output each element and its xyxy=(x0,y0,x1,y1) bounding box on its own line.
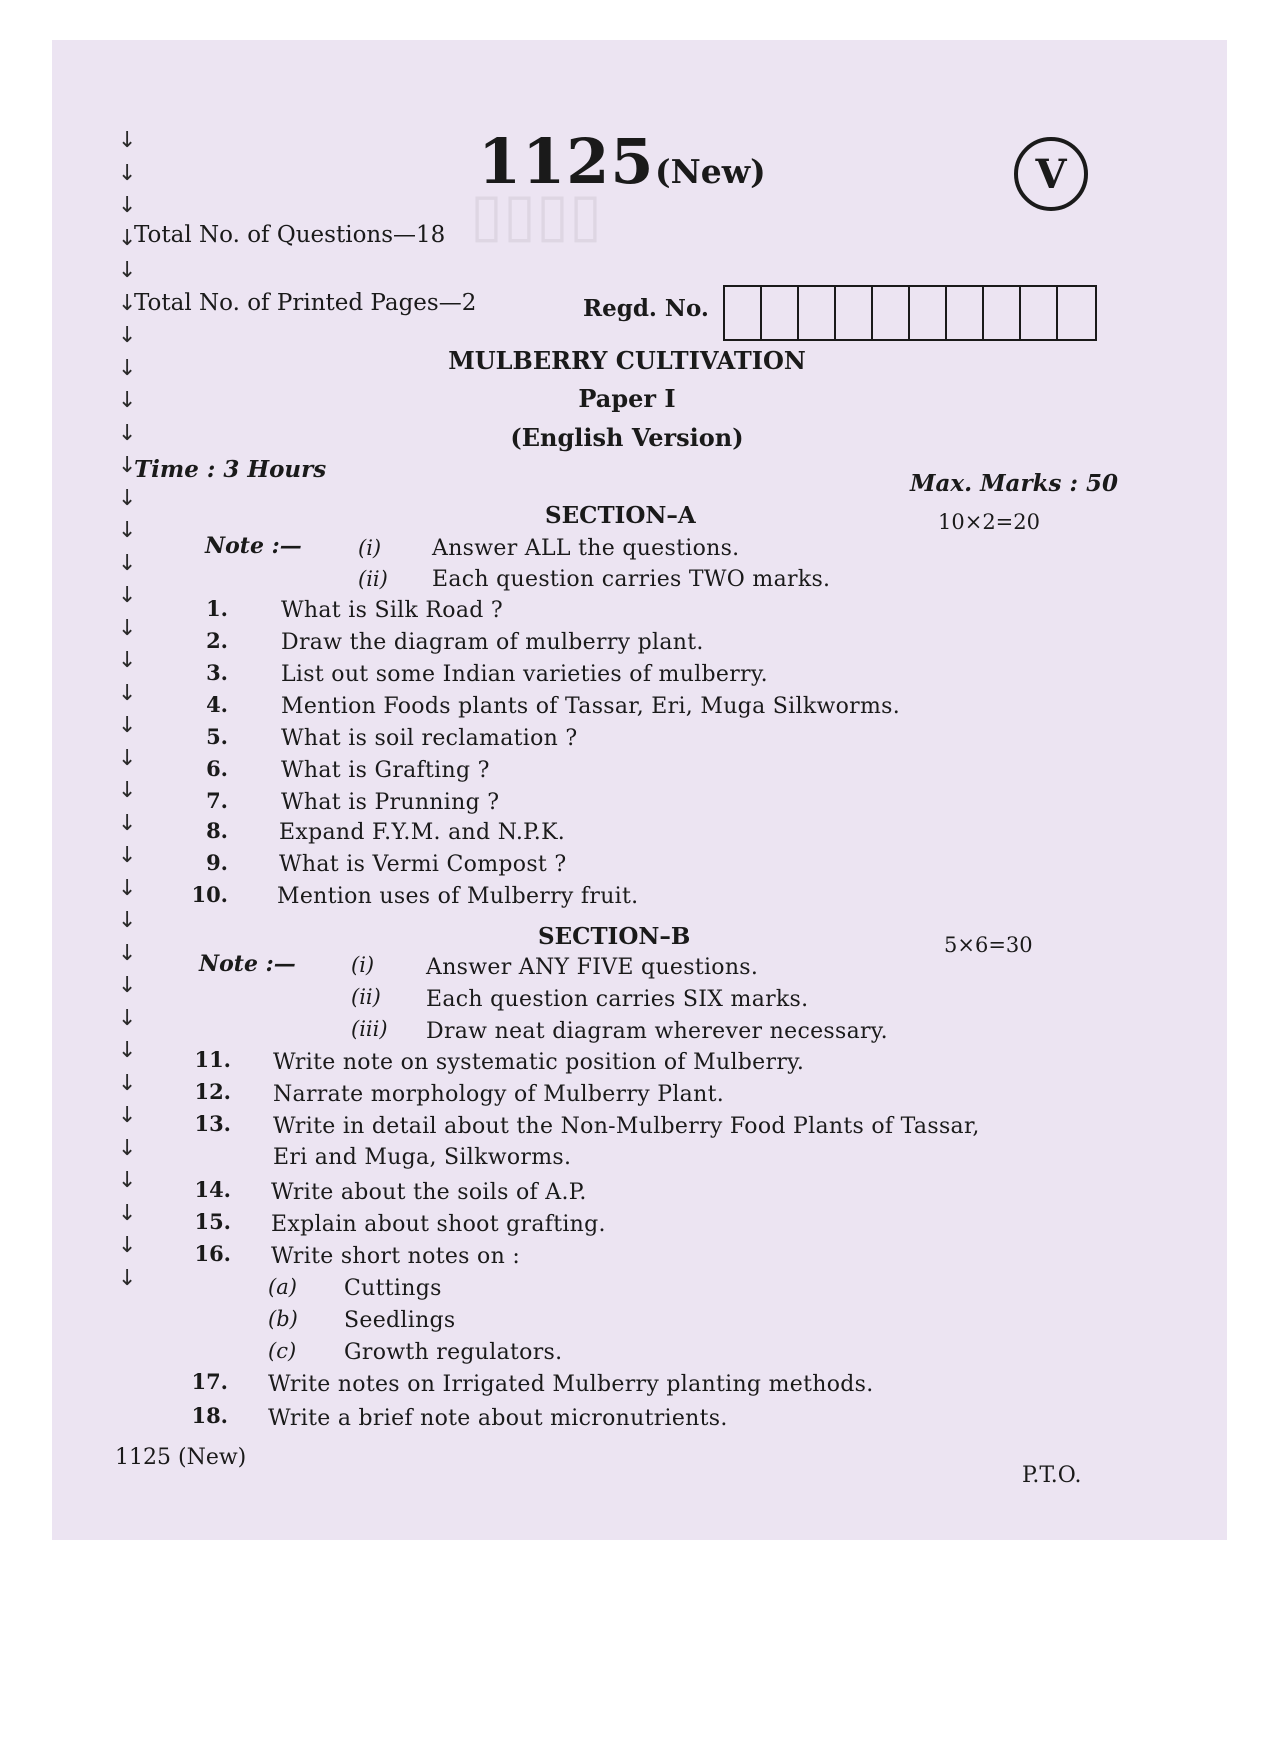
margin-arrow-icon: ↓ xyxy=(118,258,137,283)
question-number: 11. xyxy=(194,1047,231,1072)
question-text: Mention Foods plants of Tassar, Eri, Muga Silkworms. xyxy=(281,694,900,719)
margin-arrow-icon: ↓ xyxy=(118,193,137,218)
margin-arrow-icon: ↓ xyxy=(118,550,137,576)
question-text: Write note on systematic position of Mulberry. xyxy=(273,1050,805,1075)
regd-digit-box[interactable] xyxy=(1058,287,1095,339)
regd-digit-box[interactable] xyxy=(910,287,947,339)
margin-arrow-icon: ↓ xyxy=(118,810,137,836)
section-b-heading: SECTION–B xyxy=(538,923,691,950)
bleed-through-watermark: ▯▯▯▯ xyxy=(470,180,603,250)
regd-no-boxes[interactable] xyxy=(723,285,1097,341)
question-text: List out some Indian varieties of mulberry. xyxy=(281,662,768,687)
question-text: What is Silk Road ? xyxy=(281,598,504,623)
question-text: Narrate morphology of Mulberry Plant. xyxy=(273,1082,725,1107)
question-number: 10. xyxy=(191,882,228,907)
question-number: 1. xyxy=(206,596,228,621)
margin-arrow-icon: ↓ xyxy=(118,908,137,933)
question-text: Write a brief note about micronutrients. xyxy=(268,1406,728,1431)
margin-arrow-icon: ↓ xyxy=(118,420,137,446)
margin-arrow-icon: ↓ xyxy=(118,1200,137,1226)
paper-sheet xyxy=(52,40,1227,1540)
note-text: Each question carries TWO marks. xyxy=(432,567,831,592)
margin-arrow-icon: ↓ xyxy=(118,388,137,413)
margin-arrow-icon: ↓ xyxy=(118,225,137,251)
margin-arrow-icon: ↓ xyxy=(118,323,137,348)
margin-arrow-icon: ↓ xyxy=(118,1005,137,1031)
question-number: 2. xyxy=(206,628,228,653)
question-text: What is Vermi Compost ? xyxy=(279,852,567,877)
question-text: Explain about shoot grafting. xyxy=(271,1212,606,1237)
margin-arrow-icon: ↓ xyxy=(118,518,137,543)
question-text: Mention uses of Mulberry fruit. xyxy=(277,884,639,909)
paper-number: Paper I xyxy=(578,384,676,413)
margin-arrow-icon: ↓ xyxy=(118,745,137,771)
section-a-heading: SECTION–A xyxy=(545,502,696,529)
note-text: Answer ANY FIVE questions. xyxy=(426,955,759,980)
question-number: 13. xyxy=(194,1111,231,1136)
question-text: Draw the diagram of mulberry plant. xyxy=(281,630,704,655)
margin-arrow-icon: ↓ xyxy=(118,1168,137,1193)
margin-arrow-icon: ↓ xyxy=(118,485,137,511)
margin-arrow-icon: ↓ xyxy=(118,1233,137,1258)
question-text: What is Prunning ? xyxy=(281,790,500,815)
section-b-note-label: Note :— xyxy=(199,951,296,977)
question-number: 4. xyxy=(206,692,228,717)
question-number: 7. xyxy=(206,788,228,813)
sub-item-label: (a) xyxy=(268,1275,297,1299)
sub-item-label: (b) xyxy=(268,1307,298,1331)
regd-digit-box[interactable] xyxy=(1021,287,1058,339)
section-a-note-label: Note :— xyxy=(205,533,302,559)
question-text: What is Grafting ? xyxy=(281,758,490,783)
regd-digit-box[interactable] xyxy=(799,287,836,339)
question-text: Write notes on Irrigated Mulberry planting methods. xyxy=(268,1372,874,1397)
margin-arrow-icon: ↓ xyxy=(118,648,137,673)
question-number: 17. xyxy=(191,1369,228,1394)
margin-arrow-icon: ↓ xyxy=(118,875,137,901)
margin-arrow-icon: ↓ xyxy=(118,940,137,966)
margin-arrow-icon: ↓ xyxy=(118,160,137,186)
max-marks: Max. Marks : 50 xyxy=(910,470,1118,497)
margin-arrow-icon: ↓ xyxy=(118,1265,137,1291)
sub-item-text: Seedlings xyxy=(344,1308,456,1333)
question-number: 5. xyxy=(206,724,228,749)
margin-arrow-icon: ↓ xyxy=(118,713,137,738)
question-text: What is soil reclamation ? xyxy=(281,726,578,751)
question-number: 3. xyxy=(206,660,228,685)
question-text: Write about the soils of A.P. xyxy=(271,1180,587,1205)
regd-digit-box[interactable] xyxy=(836,287,873,339)
margin-arrow-icon: ↓ xyxy=(118,453,137,478)
paper-code-number: 1125 xyxy=(478,125,655,198)
footer-paper-code: 1125 (New) xyxy=(115,1445,247,1470)
note-roman: (iii) xyxy=(351,1017,388,1041)
margin-arrow-icon: ↓ xyxy=(118,355,137,381)
question-number: 15. xyxy=(194,1209,231,1234)
regd-no-label: Regd. No. xyxy=(583,295,709,322)
question-text: Expand F.Y.M. and N.P.K. xyxy=(279,820,566,845)
version-badge-letter: V xyxy=(1035,150,1067,198)
note-roman: (i) xyxy=(351,953,375,977)
note-text: Each question carries SIX marks. xyxy=(426,987,809,1012)
question-number: 6. xyxy=(206,756,228,781)
total-printed-pages: Total No. of Printed Pages—2 xyxy=(134,290,477,316)
question-number: 18. xyxy=(191,1403,228,1428)
question-text-continued: Eri and Muga, Silkworms. xyxy=(273,1145,572,1170)
question-number: 16. xyxy=(194,1241,231,1266)
question-number: 8. xyxy=(206,818,228,843)
question-number: 14. xyxy=(194,1177,231,1202)
subject-title: MULBERRY CULTIVATION xyxy=(448,346,806,375)
regd-digit-box[interactable] xyxy=(947,287,984,339)
margin-arrow-icon: ↓ xyxy=(118,1135,137,1161)
paper-code-suffix: (New) xyxy=(655,152,766,191)
margin-arrow-icon: ↓ xyxy=(118,680,137,706)
margin-arrow-icon: ↓ xyxy=(118,583,137,608)
question-text: Write in detail about the Non-Mulberry Food Plants of Tassar, xyxy=(273,1114,980,1139)
question-number: 12. xyxy=(194,1079,231,1104)
time-allowed: Time : 3 Hours xyxy=(134,456,327,483)
note-roman: (i) xyxy=(358,536,382,560)
note-text: Answer ALL the questions. xyxy=(432,536,740,561)
sub-item-label: (c) xyxy=(268,1339,297,1363)
question-number: 9. xyxy=(206,850,228,875)
margin-arrow-icon: ↓ xyxy=(118,973,137,998)
margin-arrow-icon: ↓ xyxy=(118,615,137,641)
please-turn-over: P.T.O. xyxy=(1022,1463,1082,1488)
section-b-marks: 5×6=30 xyxy=(944,933,1033,957)
sub-item-text: Growth regulators. xyxy=(344,1340,563,1365)
note-roman: (ii) xyxy=(351,985,381,1009)
margin-arrow-icon: ↓ xyxy=(118,290,137,316)
sub-item-text: Cuttings xyxy=(344,1276,442,1301)
regd-digit-box[interactable] xyxy=(984,287,1021,339)
margin-arrow-icon: ↓ xyxy=(118,1038,137,1063)
margin-arrow-icon: ↓ xyxy=(118,778,137,803)
version-line: (English Version) xyxy=(510,423,744,452)
regd-digit-box[interactable] xyxy=(762,287,799,339)
regd-digit-box[interactable] xyxy=(725,287,762,339)
note-text: Draw neat diagram wherever necessary. xyxy=(426,1019,888,1044)
question-text: Write short notes on : xyxy=(271,1244,521,1269)
total-questions: Total No. of Questions—18 xyxy=(134,222,446,248)
version-badge xyxy=(1014,137,1088,211)
regd-digit-box[interactable] xyxy=(873,287,910,339)
margin-arrow-icon: ↓ xyxy=(118,843,137,868)
margin-arrow-icon: ↓ xyxy=(118,1070,137,1096)
margin-arrow-icon: ↓ xyxy=(118,128,137,153)
section-a-marks: 10×2=20 xyxy=(938,510,1040,534)
note-roman: (ii) xyxy=(358,567,388,591)
margin-arrow-icon: ↓ xyxy=(118,1103,137,1128)
